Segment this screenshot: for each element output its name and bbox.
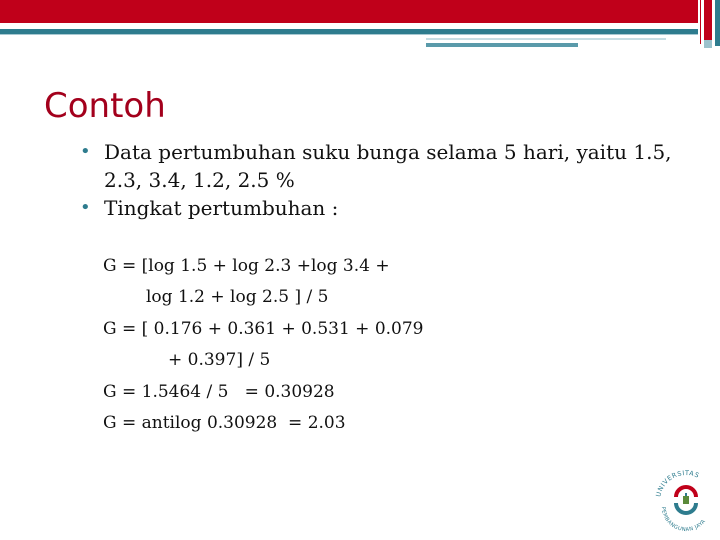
formula-line: G = 1.5464 / 5 = 0.30928: [103, 381, 335, 402]
formula-line: + 0.397] / 5: [168, 350, 271, 371]
formula-line: log 1.2 + log 2.5 ] / 5: [146, 287, 329, 308]
bullet-text: Tingkat pertumbuhan :: [104, 196, 339, 220]
bullet-list: [76, 138, 696, 222]
header-edge-line: [700, 0, 701, 44]
university-logo-icon: [650, 463, 720, 535]
formula-block: [103, 251, 424, 439]
header-accent-bar: [426, 43, 578, 47]
svg-text:PEMBANGUNAN JAYA: [660, 507, 707, 533]
formula-line: G = antilog 0.30928 = 2.03: [103, 413, 346, 434]
slide-title: Contoh: [44, 86, 166, 126]
header-edge-light: [704, 40, 712, 48]
formula-line: G = [ 0.176 + 0.361 + 0.531 + 0.079: [103, 318, 424, 339]
header-red-bar: [0, 0, 698, 23]
bullet-item: [76, 194, 696, 222]
logo-text-bottom: PEMBANGUNAN JAYA: [659, 506, 708, 534]
logo-text-top: UNIVERSITAS: [654, 468, 701, 498]
bullet-dot-icon: •: [80, 197, 91, 218]
formula-line: G = [log 1.5 + log 2.3 +log 3.4 +: [103, 256, 390, 276]
university-logo: [650, 463, 720, 535]
header-edge-red: [704, 0, 712, 40]
bullet-text: Data pertumbuhan suku bunga selama 5 hari, yaitu 1.5, 2.3, 3.4, 1.2, 2.5 %: [104, 140, 672, 192]
header-accent-line: [426, 38, 666, 40]
header-edge-teal: [715, 0, 720, 46]
bullet-dot-icon: •: [80, 141, 91, 162]
header-thin-line: [0, 34, 698, 35]
bullet-item: [76, 138, 696, 194]
